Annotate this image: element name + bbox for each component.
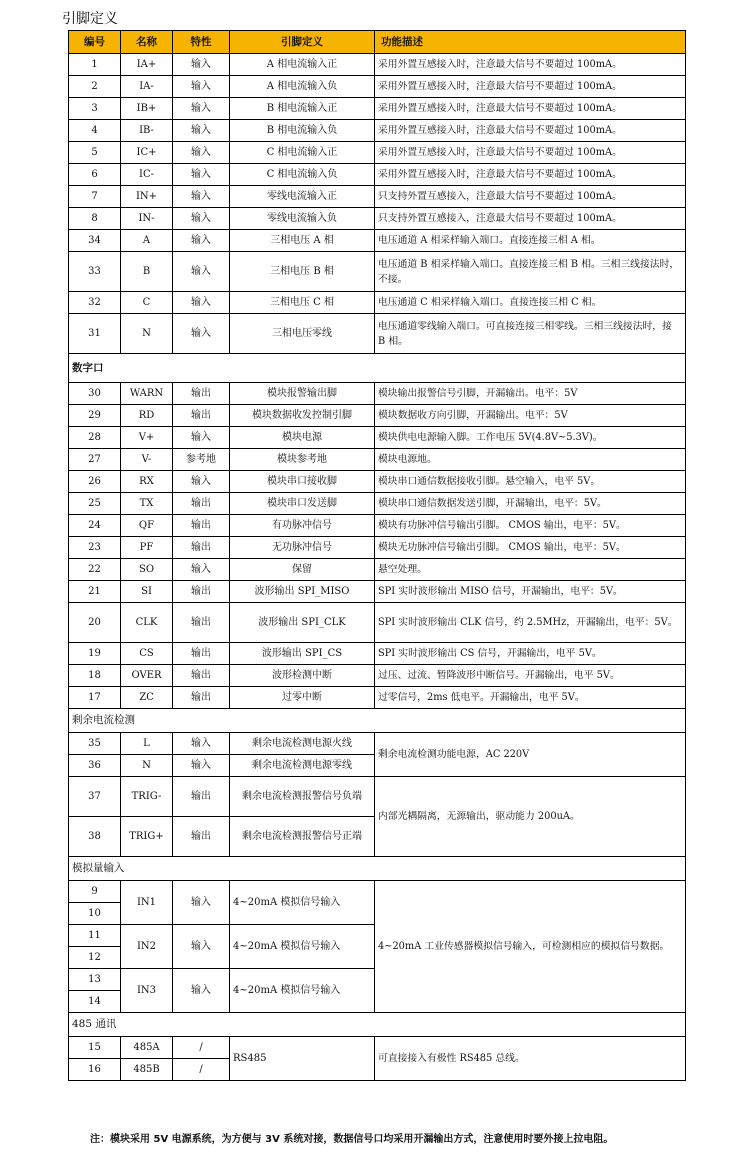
- table-row: [69, 54, 686, 76]
- pin-desc: 模块输出报警信号引脚，开漏输出。电平：5V: [375, 383, 686, 405]
- pin-desc: SPI 实时波形输出 CS 信号，开漏输出，电平 5V。: [375, 643, 686, 665]
- pin-def: 剩余电流检测报警信号正端: [230, 817, 375, 857]
- pin-no: 13: [69, 969, 121, 991]
- pin-type: /: [173, 1059, 230, 1081]
- table-row: [69, 665, 686, 687]
- pin-no: 22: [69, 559, 121, 581]
- pin-desc: 模块串口通信数据发送引脚，开漏输出，电平：5V。: [375, 493, 686, 515]
- pin-no: 31: [69, 314, 121, 354]
- pin-name: IN1: [121, 881, 173, 925]
- pin-type: 输入: [173, 120, 230, 142]
- pin-name: CS: [121, 643, 173, 665]
- pin-name: L: [121, 733, 173, 755]
- pin-def: C 相电流输入正: [230, 142, 375, 164]
- pin-def: C 相电流输入负: [230, 164, 375, 186]
- pin-type: 输入: [173, 252, 230, 292]
- pin-def: 零线电流输入负: [230, 208, 375, 230]
- pin-desc: 采用外置互感接入时，注意最大信号不要超过 100mA。: [375, 54, 686, 76]
- table-row: [69, 733, 686, 755]
- pin-name: IN3: [121, 969, 173, 1013]
- pin-name: IN+: [121, 186, 173, 208]
- pin-type: 输出: [173, 405, 230, 427]
- table-row: [69, 383, 686, 405]
- table-row: [69, 427, 686, 449]
- pin-def: 波形输出 SPI_MISO: [230, 581, 375, 603]
- table-row: [69, 881, 686, 903]
- pin-no: 10: [69, 903, 121, 925]
- pin-desc: 可直接接入有极性 RS485 总线。: [375, 1037, 686, 1081]
- pin-def: 无功脉冲信号: [230, 537, 375, 559]
- table-row: [69, 314, 686, 354]
- pin-type: 输入: [173, 186, 230, 208]
- table-row: [69, 76, 686, 98]
- pin-name: N: [121, 314, 173, 354]
- pin-no: 7: [69, 186, 121, 208]
- pin-no: 27: [69, 449, 121, 471]
- pin-desc: 电压通道零线输入端口。可直接连接三相零线。三相三线接法时，接 B 相。: [375, 314, 686, 354]
- pin-def: B 相电流输入正: [230, 98, 375, 120]
- pin-def: 三相电压零线: [230, 314, 375, 354]
- pin-desc: 电压通道 C 相采样输入端口。直接连接三相 C 相。: [375, 292, 686, 314]
- table-row: [69, 164, 686, 186]
- pin-def: A 相电流输入负: [230, 76, 375, 98]
- pin-no: 2: [69, 76, 121, 98]
- pin-desc: 电压通道 B 相采样输入端口。直接连接三相 B 相。三相三线接法时，不接。: [375, 252, 686, 292]
- table-row: [69, 405, 686, 427]
- table-row: [69, 292, 686, 314]
- pin-no: 36: [69, 755, 121, 777]
- pin-def: A 相电流输入正: [230, 54, 375, 76]
- pin-name: B: [121, 252, 173, 292]
- section-title-rs485: 485 通讯: [69, 1013, 686, 1037]
- pin-name: OVER: [121, 665, 173, 687]
- pin-desc: 过零信号，2ms 低电平。开漏输出，电平 5V。: [375, 687, 686, 709]
- pin-no: 4: [69, 120, 121, 142]
- pin-type: 输入: [173, 164, 230, 186]
- pin-no: 35: [69, 733, 121, 755]
- pin-name: A: [121, 230, 173, 252]
- pin-def: B 相电流输入负: [230, 120, 375, 142]
- pin-def: 零线电流输入正: [230, 186, 375, 208]
- pin-def: 保留: [230, 559, 375, 581]
- pin-no: 16: [69, 1059, 121, 1081]
- table-row: [69, 559, 686, 581]
- pin-desc: 4~20mA 工业传感器模拟信号输入，可检测相应的模拟信号数据。: [375, 881, 686, 1013]
- pin-type: 输入: [173, 98, 230, 120]
- pin-desc: 过压、过流、暂降波形中断信号。开漏输出，电平 5V。: [375, 665, 686, 687]
- pin-no: 23: [69, 537, 121, 559]
- header-no: 编号: [69, 31, 121, 54]
- pin-name: IB+: [121, 98, 173, 120]
- pin-name: RX: [121, 471, 173, 493]
- pin-desc: 内部光耦隔离，无源输出，驱动能力 200uA。: [375, 777, 686, 857]
- pin-def: 剩余电流检测电源零线: [230, 755, 375, 777]
- pin-no: 6: [69, 164, 121, 186]
- section-row-residual: [69, 709, 686, 733]
- pin-name: CLK: [121, 603, 173, 643]
- pin-type: 输入: [173, 76, 230, 98]
- pin-name: IB-: [121, 120, 173, 142]
- pin-def: 过零中断: [230, 687, 375, 709]
- pin-desc: 采用外置互感接入时，注意最大信号不要超过 100mA。: [375, 98, 686, 120]
- pin-desc: 模块串口通信数据接收引脚。悬空输入，电平 5V。: [375, 471, 686, 493]
- pin-name: N: [121, 755, 173, 777]
- pin-name: 485B: [121, 1059, 173, 1081]
- pin-no: 17: [69, 687, 121, 709]
- pin-no: 20: [69, 603, 121, 643]
- table-header-row: [69, 31, 686, 54]
- pin-name: IN-: [121, 208, 173, 230]
- pin-type: 输出: [173, 777, 230, 817]
- pin-name: IN2: [121, 925, 173, 969]
- pin-type: 输入: [173, 427, 230, 449]
- table-row: [69, 471, 686, 493]
- section-row-rs485: [69, 1013, 686, 1037]
- pin-name: PF: [121, 537, 173, 559]
- pin-def: 剩余电流检测电源火线: [230, 733, 375, 755]
- pin-def: 波形检测中断: [230, 665, 375, 687]
- pin-def: 模块报警输出脚: [230, 383, 375, 405]
- pin-def: 波形输出 SPI_CS: [230, 643, 375, 665]
- pin-desc: SPI 实时波形输出 MISO 信号，开漏输出，电平：5V。: [375, 581, 686, 603]
- pin-type: /: [173, 1037, 230, 1059]
- table-row: [69, 687, 686, 709]
- table-row: [69, 603, 686, 643]
- footnote: 注：模块采用 5V 电源系统，为方便与 3V 系统对接，数据信号口均采用开漏输出方式，注意使用时要外接上拉电阻。: [90, 1134, 614, 1145]
- header-def: 引脚定义: [230, 31, 375, 54]
- pin-desc: 模块电源地。: [375, 449, 686, 471]
- pin-type: 输入: [173, 881, 230, 925]
- pin-type: 输入: [173, 292, 230, 314]
- pin-desc: 采用外置互感接入时，注意最大信号不要超过 100mA。: [375, 76, 686, 98]
- pin-def: 4~20mA 模拟信号输入: [230, 881, 375, 925]
- table-row: [69, 98, 686, 120]
- pin-type: 输出: [173, 383, 230, 405]
- pin-no: 3: [69, 98, 121, 120]
- pin-desc: SPI 实时波形输出 CLK 信号，约 2.5MHz，开漏输出，电平：5V。: [375, 603, 686, 643]
- pin-name: TRIG+: [121, 817, 173, 857]
- pin-no: 30: [69, 383, 121, 405]
- pin-no: 28: [69, 427, 121, 449]
- table-row: [69, 230, 686, 252]
- header-name: 名称: [121, 31, 173, 54]
- pin-no: 38: [69, 817, 121, 857]
- table-row: [69, 208, 686, 230]
- pin-no: 9: [69, 881, 121, 903]
- pin-type: 输入: [173, 471, 230, 493]
- pin-def: 波形输出 SPI_CLK: [230, 603, 375, 643]
- table-row: [69, 142, 686, 164]
- pin-name: TX: [121, 493, 173, 515]
- pin-type: 输入: [173, 925, 230, 969]
- section-row-digital: [69, 354, 686, 383]
- pin-name: IC-: [121, 164, 173, 186]
- pin-def: 4~20mA 模拟信号输入: [230, 925, 375, 969]
- pin-type: 输入: [173, 230, 230, 252]
- pin-name: IA-: [121, 76, 173, 98]
- section-title-digital: 数字口: [69, 354, 686, 383]
- pin-desc: 模块数据收方向引脚，开漏输出。电平：5V: [375, 405, 686, 427]
- pin-no: 19: [69, 643, 121, 665]
- pin-no: 33: [69, 252, 121, 292]
- pin-type: 输入: [173, 314, 230, 354]
- pin-no: 14: [69, 991, 121, 1013]
- pin-desc: 只支持外置互感接入，注意最大信号不要超过 100mA。: [375, 208, 686, 230]
- pin-desc: 只支持外置互感接入，注意最大信号不要超过 100mA。: [375, 186, 686, 208]
- pin-type: 输入: [173, 208, 230, 230]
- pin-type: 输出: [173, 643, 230, 665]
- pin-no: 24: [69, 515, 121, 537]
- pin-no: 29: [69, 405, 121, 427]
- pin-def: 模块参考地: [230, 449, 375, 471]
- section-row-adc: [69, 857, 686, 881]
- pin-no: 11: [69, 925, 121, 947]
- pin-type: 输出: [173, 665, 230, 687]
- pin-no: 21: [69, 581, 121, 603]
- pin-desc: 悬空处理。: [375, 559, 686, 581]
- page-title: 引脚定义: [62, 11, 118, 27]
- pin-name: IA+: [121, 54, 173, 76]
- pin-desc: 采用外置互感接入时，注意最大信号不要超过 100mA。: [375, 164, 686, 186]
- pin-no: 15: [69, 1037, 121, 1059]
- pin-no: 32: [69, 292, 121, 314]
- pin-type: 输出: [173, 537, 230, 559]
- pin-def: 三相电压 C 相: [230, 292, 375, 314]
- pin-name: TRIG-: [121, 777, 173, 817]
- pin-def: 三相电压 A 相: [230, 230, 375, 252]
- pin-desc: 采用外置互感接入时，注意最大信号不要超过 100mA。: [375, 142, 686, 164]
- pin-type: 输出: [173, 603, 230, 643]
- table-row: [69, 1037, 686, 1059]
- table-row: [69, 643, 686, 665]
- pin-def: 模块串口发送脚: [230, 493, 375, 515]
- pin-type: 输入: [173, 142, 230, 164]
- pin-def: 4~20mA 模拟信号输入: [230, 969, 375, 1013]
- pin-type: 输出: [173, 687, 230, 709]
- table-row: [69, 777, 686, 817]
- pin-name: WARN: [121, 383, 173, 405]
- pin-name: C: [121, 292, 173, 314]
- table-row: [69, 537, 686, 559]
- section-title-residual: 剩余电流检测: [69, 709, 686, 733]
- pin-name: QF: [121, 515, 173, 537]
- pin-type: 输入: [173, 755, 230, 777]
- pin-name: 485A: [121, 1037, 173, 1059]
- header-desc: 功能描述: [375, 31, 686, 54]
- pin-type: 输出: [173, 515, 230, 537]
- pin-no: 1: [69, 54, 121, 76]
- pin-no: 25: [69, 493, 121, 515]
- pin-type: 输入: [173, 969, 230, 1013]
- pin-no: 18: [69, 665, 121, 687]
- pin-type: 输出: [173, 817, 230, 857]
- pin-def: 模块电源: [230, 427, 375, 449]
- pin-type: 输入: [173, 733, 230, 755]
- table-row: [69, 252, 686, 292]
- table-row: [69, 120, 686, 142]
- pin-name: V-: [121, 449, 173, 471]
- section-title-adc: 模拟量输入: [69, 857, 686, 881]
- pin-def: 模块数据收发控制引脚: [230, 405, 375, 427]
- pin-no: 34: [69, 230, 121, 252]
- pin-desc: 剩余电流检测功能电源，AC 220V: [375, 733, 686, 777]
- pin-desc: 模块供电电源输入脚。工作电压 5V(4.8V~5.3V)。: [375, 427, 686, 449]
- pin-name: IC+: [121, 142, 173, 164]
- pin-type: 输入: [173, 54, 230, 76]
- pin-def: 有功脉冲信号: [230, 515, 375, 537]
- pin-definition-table: [68, 30, 686, 1081]
- table-row: [69, 449, 686, 471]
- table-row: [69, 581, 686, 603]
- pin-desc: 模块无功脉冲信号输出引脚。 CMOS 输出，电平：5V。: [375, 537, 686, 559]
- pin-no: 12: [69, 947, 121, 969]
- pin-def: RS485: [230, 1037, 375, 1081]
- pin-def: 剩余电流检测报警信号负端: [230, 777, 375, 817]
- pin-no: 5: [69, 142, 121, 164]
- pin-type: 参考地: [173, 449, 230, 471]
- header-type: 特性: [173, 31, 230, 54]
- pin-name: ZC: [121, 687, 173, 709]
- pin-name: SO: [121, 559, 173, 581]
- pin-type: 输出: [173, 581, 230, 603]
- pin-def: 模块串口接收脚: [230, 471, 375, 493]
- pin-desc: 采用外置互感接入时，注意最大信号不要超过 100mA。: [375, 120, 686, 142]
- table-row: [69, 493, 686, 515]
- pin-name: SI: [121, 581, 173, 603]
- pin-desc: 模块有功脉冲信号输出引脚。 CMOS 输出，电平：5V。: [375, 515, 686, 537]
- pin-name: V+: [121, 427, 173, 449]
- pin-no: 8: [69, 208, 121, 230]
- table-row: [69, 515, 686, 537]
- pin-no: 26: [69, 471, 121, 493]
- pin-def: 三相电压 B 相: [230, 252, 375, 292]
- pin-type: 输入: [173, 559, 230, 581]
- pin-no: 37: [69, 777, 121, 817]
- pin-type: 输出: [173, 493, 230, 515]
- pin-name: RD: [121, 405, 173, 427]
- table-row: [69, 186, 686, 208]
- pin-desc: 电压通道 A 相采样输入端口。直接连接三相 A 相。: [375, 230, 686, 252]
